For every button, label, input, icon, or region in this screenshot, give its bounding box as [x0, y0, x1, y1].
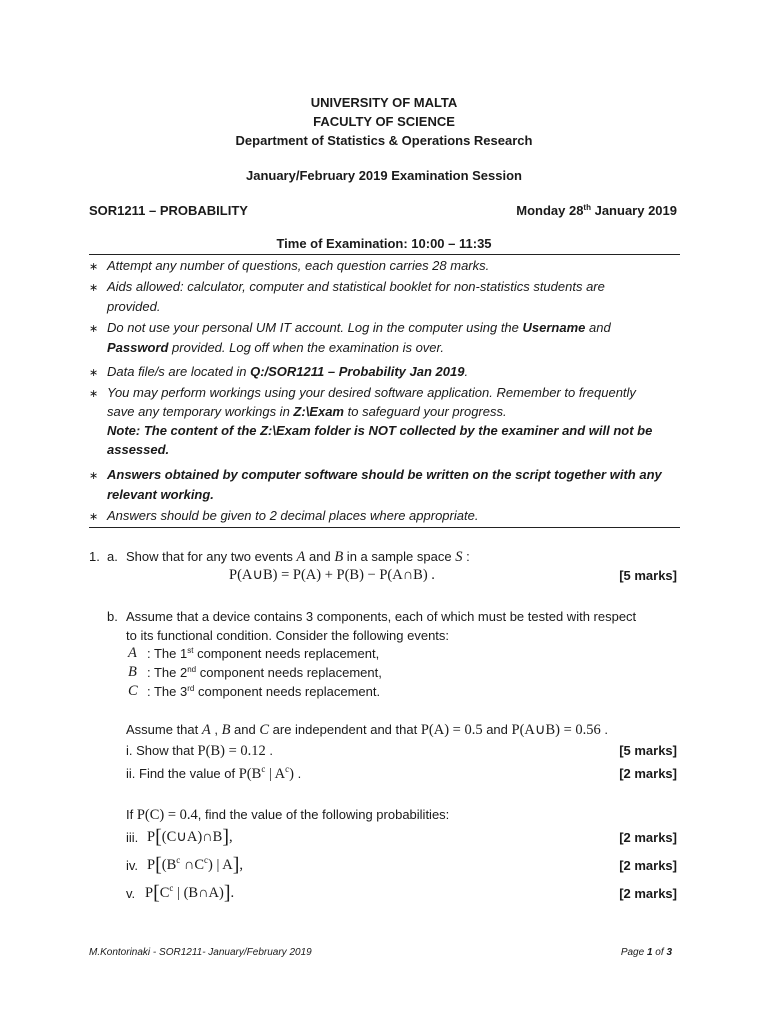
part-a-formula: P(A∪B) = P(A) + P(B) − P(A∩B) .	[229, 567, 435, 583]
divider-bottom	[89, 527, 680, 528]
instruction-5-line-1: You may perform workings using your desired software application. Remember to frequently	[107, 385, 636, 400]
event-a-text: : The 1st component needs replacement,	[147, 646, 380, 661]
part-ii-marks: [2 marks]	[619, 766, 677, 781]
instruction-1: Attempt any number of questions, each question carries 28 marks.	[107, 258, 490, 273]
exam-session: January/February 2019 Examination Session	[245, 168, 522, 183]
event-a-symbol: A	[128, 645, 137, 661]
part-iii-marks: [2 marks]	[619, 830, 677, 845]
part-iii-expression: P[(C∪A)∩B],	[147, 826, 233, 848]
part-b-label: b.	[107, 609, 118, 624]
exam-date: Monday 28th January 2019	[516, 203, 677, 218]
footer-author: M.Kontorinaki - SOR1211- January/February 2019	[89, 947, 312, 958]
part-a-text: Show that for any two events A and B in a sample space S :	[126, 549, 470, 565]
part-b-line-1: Assume that a device contains 3 components, each of which must be tested with respect	[126, 609, 637, 624]
part-iv-marks: [2 marks]	[619, 858, 677, 873]
part-v-marks: [2 marks]	[619, 886, 677, 901]
instruction-7: Answers should be given to 2 decimal places where appropriate.	[107, 508, 479, 523]
event-c-symbol: C	[128, 683, 138, 699]
part-iv-expression: $P[(B^c$ $\cap C^c$) | A],	[147, 854, 243, 876]
bullet-icon: ∗	[89, 388, 99, 400]
part-b-line-2: to its functional condition. Consider the following events:	[126, 628, 450, 643]
event-b-symbol: B	[128, 664, 137, 680]
part-i-marks: [5 marks]	[619, 743, 677, 758]
instruction-5-note-end: assessed.	[107, 442, 170, 457]
instruction-2-line-1: Aids allowed: calculator, computer and statistical booklet for non-statistics students are	[107, 279, 605, 294]
instruction-5-note: Note: The content of the Z:\Exam folder is NOT collected by the examiner and will not be	[107, 423, 653, 438]
bullet-icon: ∗	[89, 323, 99, 335]
bullet-icon: ∗	[89, 367, 99, 379]
assumption-text: Assume that A , B and C are independent and that P(A) = 0.5 and P(A∪B) = 0.56 .	[126, 722, 609, 738]
part-v-label: v.	[126, 886, 136, 901]
instruction-6-line-2: relevant working.	[107, 487, 214, 502]
course-title: SOR1211 – PROBABILITY	[89, 203, 248, 218]
instruction-3-line-2: Password provided. Log off when the examination is over.	[107, 340, 444, 355]
bullet-icon: ∗	[89, 261, 99, 273]
footer-page-number: Page 1 of 3	[620, 947, 672, 958]
event-c-text: : The 3rd component needs replacement.	[147, 684, 381, 699]
conditional-text: If P(C) = 0.4, find the value of the following probabilities:	[126, 807, 450, 823]
instruction-4: Data file/s are located in Q:/SOR1211 – Probability Jan 2019.	[107, 364, 469, 379]
instruction-5-line-2: save any temporary workings in Z:\Exam to safeguard your progress.	[107, 404, 507, 419]
event-b-text: : The 2nd component needs replacement,	[147, 665, 382, 680]
department-name: Department of Statistics & Operations Research	[235, 133, 533, 148]
part-a-marks: [5 marks]	[619, 568, 677, 583]
instruction-2-line-2: provided.	[107, 299, 161, 314]
instruction-3-line-1: Do not use your personal UM IT account. Log in the computer using the Username and	[107, 320, 611, 335]
part-ii-text: ii. Find the value of $P(B^c$ | $A^c$) .	[126, 764, 302, 782]
bullet-icon: ∗	[89, 470, 99, 482]
bullet-icon: ∗	[89, 282, 99, 294]
divider-top	[89, 254, 680, 255]
part-iii-label: iii.	[126, 830, 139, 845]
part-a-label: a.	[107, 549, 118, 564]
bullet-icon: ∗	[89, 511, 99, 523]
question-number: 1.	[89, 549, 100, 564]
part-iv-label: iv.	[126, 858, 139, 873]
instruction-6-line-1: Answers obtained by computer software should be written on the script together with any	[107, 467, 662, 482]
university-name: UNIVERSITY OF MALTA	[310, 95, 458, 110]
exam-time: Time of Examination: 10:00 – 11:35	[276, 236, 492, 251]
faculty-name: FACULTY OF SCIENCE	[313, 114, 455, 129]
part-i-text: i. Show that P(B) = 0.12 .	[126, 743, 273, 759]
part-v-expression: $P[C^c$ | (B∩A)].	[145, 882, 235, 904]
